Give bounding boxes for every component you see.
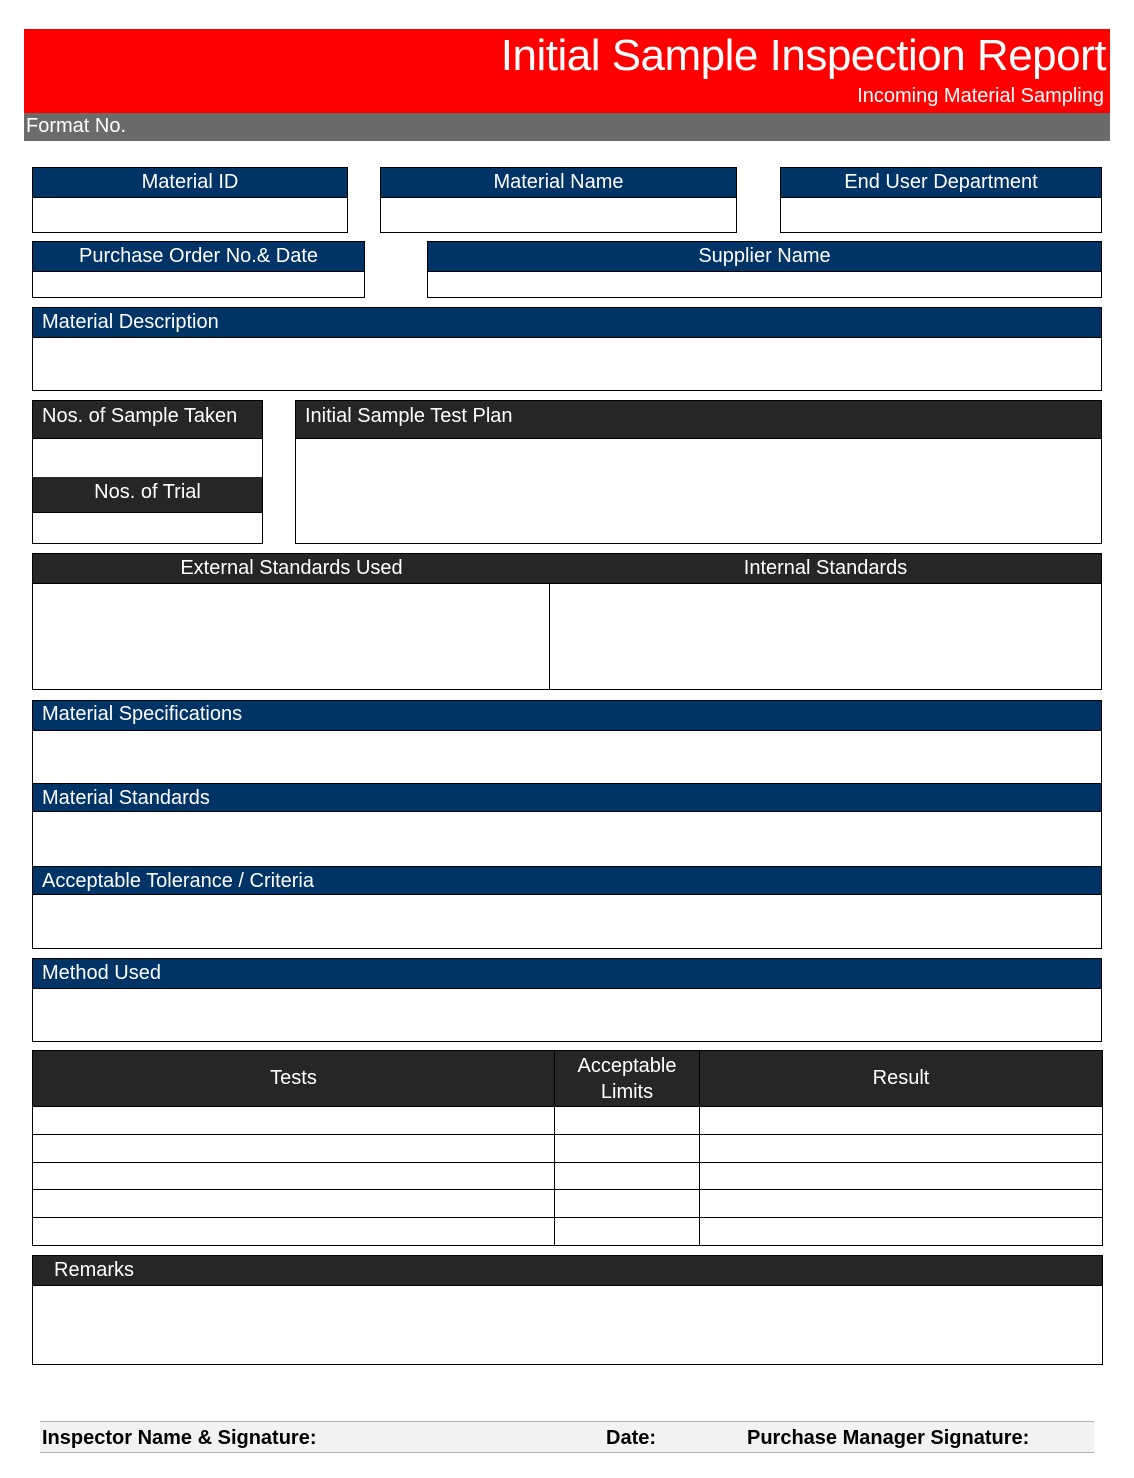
nos-trial-input[interactable]: [33, 513, 262, 543]
purchase-order-label: Purchase Order No.& Date: [33, 242, 364, 272]
acceptable-limits-column-header: [555, 1051, 700, 1107]
limit-cell[interactable]: [555, 1134, 700, 1162]
samples-trials-box: [32, 400, 263, 544]
specifications-box: [32, 700, 1102, 949]
result-cell[interactable]: [700, 1107, 1103, 1135]
supplier-name-field[interactable]: [427, 241, 1102, 298]
test-cell[interactable]: [33, 1190, 555, 1218]
report-title: Initial Sample Inspection Report: [500, 31, 1106, 80]
end-user-department-field[interactable]: [780, 167, 1102, 233]
test-cell[interactable]: [33, 1162, 555, 1190]
material-standards-input[interactable]: [33, 812, 1101, 866]
material-specifications-label: Material Specifications: [33, 701, 1101, 731]
material-specifications-input[interactable]: [33, 730, 1101, 783]
result-cell[interactable]: [700, 1190, 1103, 1218]
purchase-order-field[interactable]: [32, 241, 365, 298]
limit-cell[interactable]: [555, 1190, 700, 1218]
internal-standards-input[interactable]: [550, 583, 1100, 689]
table-row: [33, 1134, 1103, 1162]
test-cell[interactable]: [33, 1107, 555, 1135]
standards-box: [32, 553, 1102, 690]
material-standards-label: Material Standards: [33, 783, 1101, 812]
table-row: [33, 1190, 1103, 1218]
limit-cell[interactable]: [555, 1218, 700, 1246]
nos-sample-taken-input[interactable]: [33, 438, 262, 477]
date-label: Date:: [606, 1427, 657, 1449]
end-user-department-label: End User Department: [781, 168, 1101, 198]
remarks-label: Remarks: [33, 1256, 1102, 1286]
remarks-field[interactable]: [32, 1255, 1103, 1365]
material-description-label: Material Description: [33, 308, 1101, 338]
internal-standards-label: Internal Standards: [550, 554, 1101, 584]
table-row: [33, 1107, 1103, 1135]
material-name-field[interactable]: [380, 167, 737, 233]
inspector-signature-label: Inspector Name & Signature:: [42, 1427, 317, 1449]
format-number-bar: [24, 113, 1110, 141]
acceptable-tolerance-label: Acceptable Tolerance / Criteria: [33, 866, 1101, 895]
acceptable-limits-header-line1: Acceptable: [577, 1054, 677, 1077]
acceptable-tolerance-input[interactable]: [33, 895, 1101, 948]
test-plan-field[interactable]: [295, 400, 1102, 544]
nos-sample-taken-label: Nos. of Sample Taken: [33, 401, 262, 439]
result-column-header: Result: [700, 1051, 1103, 1107]
table-row: [33, 1218, 1103, 1246]
result-cell[interactable]: [700, 1162, 1103, 1190]
report-banner: [24, 29, 1110, 113]
result-cell[interactable]: [700, 1134, 1103, 1162]
format-number-label: Format No.: [26, 115, 127, 137]
material-id-label: Material ID: [33, 168, 347, 198]
tests-table: [32, 1050, 1103, 1246]
signature-line: [40, 1421, 1094, 1453]
purchase-manager-signature-label: Purchase Manager Signature:: [747, 1427, 1030, 1449]
report-subtitle: Incoming Material Sampling: [857, 85, 1104, 107]
material-name-label: Material Name: [381, 168, 736, 198]
limit-cell[interactable]: [555, 1107, 700, 1135]
result-cell[interactable]: [700, 1218, 1103, 1246]
limit-cell[interactable]: [555, 1162, 700, 1190]
external-standards-label: External Standards Used: [33, 554, 551, 584]
tests-column-header: Tests: [33, 1051, 555, 1107]
material-description-field[interactable]: [32, 307, 1102, 391]
test-plan-label: Initial Sample Test Plan: [296, 401, 1101, 439]
test-cell[interactable]: [33, 1218, 555, 1246]
nos-trial-label: Nos. of Trial: [33, 477, 262, 513]
material-id-field[interactable]: [32, 167, 348, 233]
test-cell[interactable]: [33, 1134, 555, 1162]
method-used-label: Method Used: [33, 959, 1101, 989]
acceptable-limits-header-line2: Limits: [600, 1080, 654, 1103]
table-row: [33, 1162, 1103, 1190]
supplier-name-label: Supplier Name: [428, 242, 1101, 272]
external-standards-input[interactable]: [33, 583, 550, 689]
method-used-field[interactable]: [32, 958, 1102, 1042]
